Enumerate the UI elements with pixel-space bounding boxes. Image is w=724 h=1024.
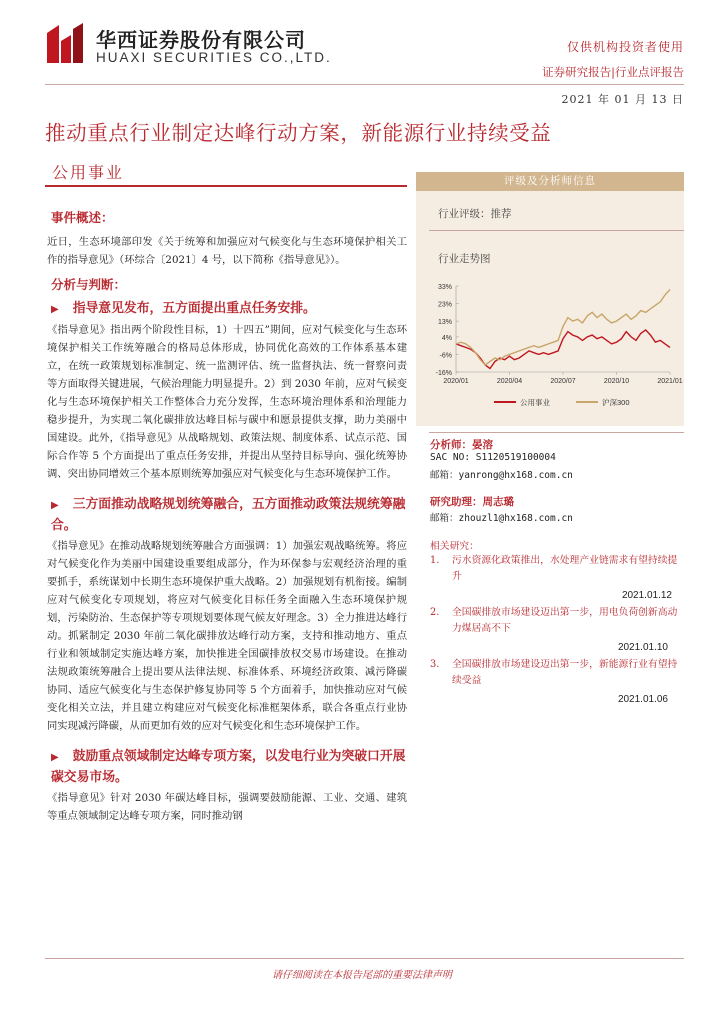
related-date: 2021.01.10 xyxy=(617,642,668,653)
related-item[interactable]: 2. 全国碳排放市场建设迈出第一步，用电负荷创新高动力煤居高不下 xyxy=(430,607,678,634)
footer-divider xyxy=(45,958,684,959)
analyst-name: 分析师：晏溶 xyxy=(430,439,493,451)
analyst-email[interactable]: 邮箱：yanrong@hx168.com.cn xyxy=(430,470,573,481)
series-line xyxy=(456,290,670,366)
section-body: 《指导意见》针对 2030 年碳达峰目标，强调要鼓励能源、工业、交通、建筑等重点领域制定达峰专项方案，同时推动钢 xyxy=(47,792,407,822)
related-item[interactable]: 1. 污水资源化政策推出，水处理产业链需求有望持续提升 xyxy=(430,555,678,582)
analyst-divider xyxy=(429,432,684,433)
y-tick-label: 4% xyxy=(441,334,452,342)
trend-label: 行业走势图 xyxy=(438,253,491,265)
audience-note: 仅供机构投资者使用 xyxy=(566,40,684,54)
y-tick-label: 13% xyxy=(437,319,452,327)
company-name-cn: 华西证券股份有限公司 xyxy=(96,28,306,52)
section-body: 《指导意见》在推动战略规划统筹融合方面强调：1）加强宏观战略统筹。将应对气候变化作为美丽中国建设重要组成部分，作为环保参与宏观经济治理的重要抓手，系统谋划中长期生态环境保护重大战略。2）加强规划有机衔接。编制应对气候变化专项规划，将应对气候变化目标任务全面融入生态环境保护规划，污染防治、生态保护等专项规划要体现气候友好理念。3）全力推进达峰行动。抓紧制定 2030 年前二氧化碳排放达峰行动方案，支持和推动地方、重点行业和领域制定实施达峰方案，加快推进全国碳排放权交易市场建设。在推动法规政策统筹融合上提出要从法律法规、标准体系、环境经济政策、减污降碳协同、适应气候变化与生态保护修复协同等 5 个方面着手，加快推动应对气候变化相关立法，并且建立构建应对气候变化标准框架体系，联合各重点行业协同实现减污降碳，从而更加有效的应对气候变化和生态环境保护工作。 xyxy=(47,540,407,732)
section-body: 《指导意见》指出两个阶段性目标，1）十四五”期间，应对气候变化与生态环境保护相关工作统筹融合的格局总体形成，协同优化高效的工作体系基本建立，在统一政策规划标准制定、统一监测评估、统一监督执法、统一督察问责等方面取得关键进展，气候治理能力明显提升。2）到 2030 年前，应对气候变化与生态环境保护相关工作整体合力充分发挥，生态环境治理体系和治理能力稳步提升，为实现二氧化碳排放达峰目标与碳中和愿景提供支撑，助力美丽中国建设。此外，《指导意见》从战略规划、政策法规、制度体系、试点示范、国际合作等 5 个方面提出了重点任务安排，并提出从坚持目标导向、强化统筹协调、突出协同增效三个基本原则统筹加强应对气候变化与生态环境保护工作。 xyxy=(47,324,407,480)
section-heading: ▶ 指导意见发布，五方面提出重点任务安排。 xyxy=(51,301,316,316)
assistant-email[interactable]: 邮箱：zhouzl1@hx168.com.cn xyxy=(430,513,573,524)
company-name-en: HUAXI SECURITIES CO.,LTD. xyxy=(96,50,332,65)
y-tick-label: -16% xyxy=(435,370,452,377)
company-logo-icon xyxy=(45,23,85,65)
x-tick-label: 2021/01 xyxy=(657,378,683,385)
sidebar-header: 评级及分析师信息 xyxy=(416,172,684,191)
report-title: 推动重点行业制定达峰行动方案，新能源行业持续受益 xyxy=(45,121,552,145)
report-date: 2021 年 01 月 13 日 xyxy=(561,93,684,106)
y-tick-label: 23% xyxy=(437,301,452,309)
event-text: 近日，生态环境部印发《关于统筹和加强应对气候变化与生态环境保护相关工作的指导意见》（环综合〔2021〕4 号，以下简称《指导意见》）。 xyxy=(47,236,407,266)
analyst-sac: SAC NO: S1120519100004 xyxy=(430,452,556,463)
assistant-name: 研究助理：周志璐 xyxy=(430,496,514,508)
x-tick-label: 2020/04 xyxy=(496,378,523,385)
section-heading: ▶ 鼓励重点领域制定达峰专项方案，以发电行业为突破口开展碳交易市场。 xyxy=(51,749,406,785)
related-date: 2021.01.06 xyxy=(617,694,668,705)
bullet-arrow-icon: ▶ xyxy=(51,500,59,511)
legend-label: 公用事业 xyxy=(520,398,550,407)
x-tick-label: 2020/10 xyxy=(603,378,630,385)
related-list xyxy=(430,553,682,705)
x-tick-label: 2020/01 xyxy=(443,378,469,385)
sector-divider xyxy=(45,185,407,187)
footer-disclaimer: 请仔细阅读在本报告尾部的重要法律声明 xyxy=(272,970,452,981)
main-column xyxy=(47,208,407,825)
event-heading: 事件概述： xyxy=(51,210,114,225)
x-tick-label: 2020/07 xyxy=(550,378,576,385)
related-date: 2021.01.12 xyxy=(621,590,672,601)
report-type: 证券研究报告|行业点评报告 xyxy=(542,65,684,79)
legend-label: 沪深300 xyxy=(602,398,630,407)
rating-divider xyxy=(429,230,684,231)
header-divider xyxy=(45,84,684,85)
section-heading: ▶ 三方面推动战略规划统筹融合，五方面推动政策法规统筹融合。 xyxy=(51,497,406,533)
y-tick-label: 33% xyxy=(437,284,452,291)
trend-chart xyxy=(422,272,684,417)
sector-label: 公用事业 xyxy=(52,163,125,182)
y-tick-label: -6% xyxy=(439,352,452,360)
related-heading: 相关研究： xyxy=(430,541,479,552)
bullet-arrow-icon: ▶ xyxy=(51,304,59,315)
related-item[interactable]: 3. 全国碳排放市场建设迈出第一步，新能源行业有望持续受益 xyxy=(430,659,678,686)
bullet-arrow-icon: ▶ xyxy=(51,752,59,763)
analysis-heading: 分析与判断： xyxy=(51,277,127,292)
industry-rating: 行业评级：推荐 xyxy=(438,208,512,220)
